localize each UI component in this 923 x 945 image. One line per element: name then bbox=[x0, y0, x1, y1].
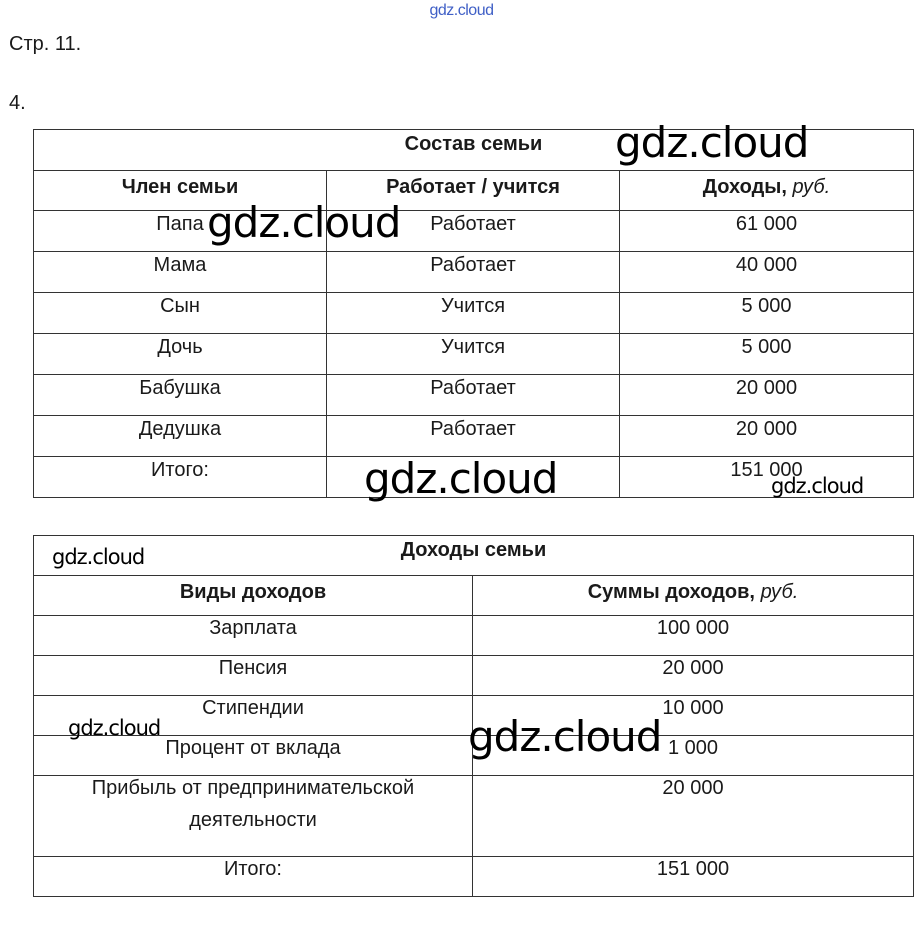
income-cell: 5 000 bbox=[620, 293, 914, 334]
table-row bbox=[34, 211, 914, 252]
income-type-cell: Пенсия bbox=[34, 656, 473, 696]
member-cell: Сын bbox=[34, 293, 327, 334]
watermark-logo: gdz.cloud bbox=[207, 198, 401, 247]
amount-cell: 20 000 bbox=[473, 656, 914, 696]
table-row bbox=[34, 416, 914, 457]
amount-cell: 100 000 bbox=[473, 616, 914, 656]
income-cell: 5 000 bbox=[620, 334, 914, 375]
column-header-income-type: Виды доходов bbox=[34, 576, 473, 616]
watermark-logo: gdz.cloud bbox=[771, 474, 864, 498]
member-cell: Папа bbox=[34, 211, 327, 252]
member-cell: Дедушка bbox=[34, 416, 327, 457]
table-caption: Доходы семьи bbox=[34, 536, 914, 576]
column-header-status: Работает / учится bbox=[327, 171, 620, 211]
income-cell: 61 000 bbox=[620, 211, 914, 252]
top-watermark: gdz.cloud bbox=[429, 2, 494, 19]
status-cell: Работает bbox=[327, 416, 620, 457]
amount-header-label: Суммы доходов, bbox=[587, 581, 755, 603]
amount-value: 20 000 bbox=[662, 777, 724, 799]
income-type-cell bbox=[34, 776, 473, 857]
status-cell: Работает bbox=[327, 375, 620, 416]
status-cell: Работает bbox=[327, 211, 620, 252]
table-row bbox=[34, 293, 914, 334]
amount-cell: 10 000 bbox=[473, 696, 914, 736]
member-cell: Бабушка bbox=[34, 375, 327, 416]
total-value: 151 000 bbox=[620, 457, 914, 498]
table-row bbox=[34, 375, 914, 416]
column-header-amount bbox=[473, 576, 914, 616]
status-cell: Работает bbox=[327, 252, 620, 293]
table-row bbox=[34, 776, 914, 857]
watermark-logo: gdz.cloud bbox=[68, 716, 161, 740]
table-caption: Состав семьи bbox=[34, 130, 914, 171]
watermark-logo: gdz.cloud bbox=[52, 545, 145, 569]
page-reference: Стр. 11. bbox=[9, 33, 82, 55]
table-row bbox=[34, 616, 914, 656]
income-cell: 40 000 bbox=[620, 252, 914, 293]
income-type-cell: Процент от вклада bbox=[34, 736, 473, 776]
amount-header-unit: руб. bbox=[760, 581, 799, 603]
watermark-logo: gdz.cloud bbox=[468, 712, 662, 761]
income-header-unit: руб. bbox=[792, 176, 831, 198]
total-label: Итого: bbox=[34, 457, 327, 498]
task-number: 4. bbox=[9, 92, 26, 114]
table-row bbox=[34, 334, 914, 375]
status-cell: Учится bbox=[327, 293, 620, 334]
table-row bbox=[34, 656, 914, 696]
income-cell: 20 000 bbox=[620, 416, 914, 457]
total-row bbox=[34, 857, 914, 897]
income-header-label: Доходы, bbox=[702, 176, 787, 198]
total-label: Итого: bbox=[34, 857, 473, 897]
member-cell: Мама bbox=[34, 252, 327, 293]
income-cell: 20 000 bbox=[620, 375, 914, 416]
income-type-cell: Зарплата bbox=[34, 616, 473, 656]
column-header-income bbox=[620, 171, 914, 211]
status-cell: Учится bbox=[327, 334, 620, 375]
total-value: 151 000 bbox=[473, 857, 914, 897]
table-row bbox=[34, 252, 914, 293]
watermark-logo: gdz.cloud bbox=[615, 118, 809, 167]
income-type-cell: Стипендии bbox=[34, 696, 473, 736]
member-cell: Дочь bbox=[34, 334, 327, 375]
income-type-line: Прибыль от предпринимательской bbox=[91, 777, 415, 799]
income-type-line: деятельности bbox=[189, 809, 317, 831]
column-header-member: Член семьи bbox=[34, 171, 327, 211]
amount-cell: 1 000 bbox=[473, 736, 914, 776]
amount-cell bbox=[473, 776, 914, 857]
watermark-logo: gdz.cloud bbox=[364, 454, 558, 503]
family-composition-table bbox=[33, 129, 914, 498]
